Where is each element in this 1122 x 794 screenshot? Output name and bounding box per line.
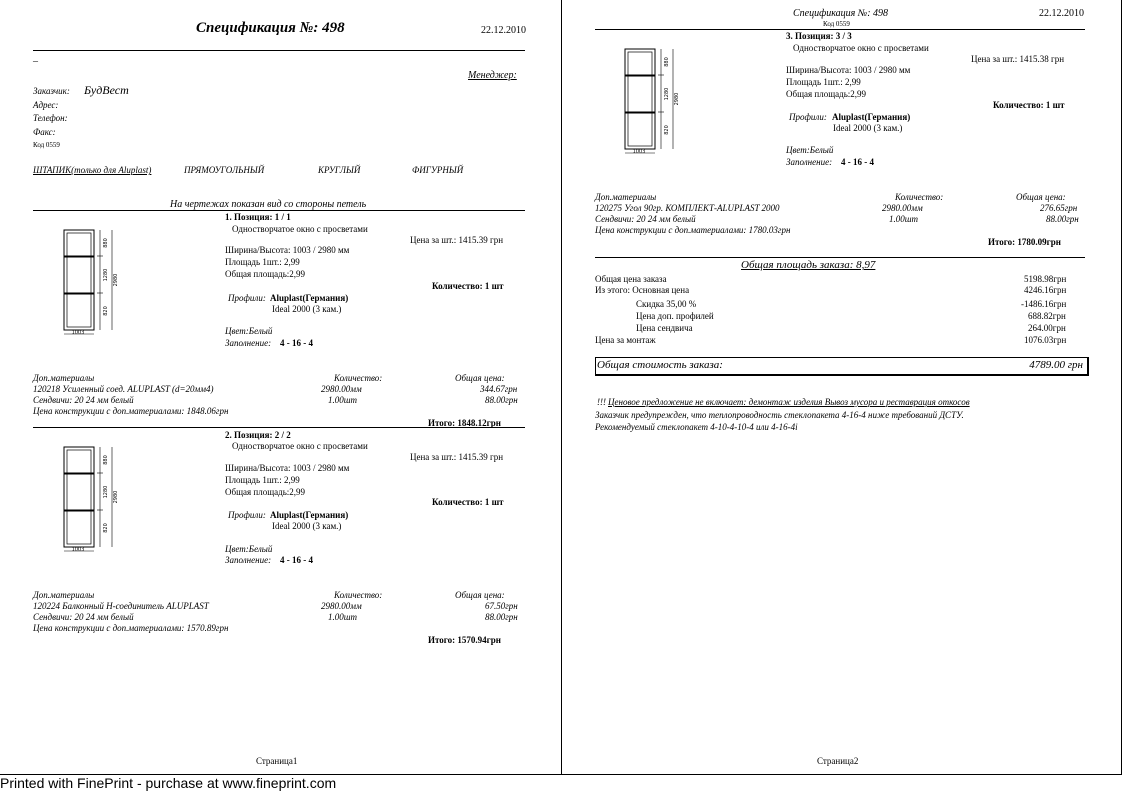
spec-date: 22.12.2010 (1039, 8, 1084, 19)
summary-label: Скидка 35,00 % (636, 299, 697, 309)
extra-row-qty: 1.00шт (328, 612, 358, 622)
extras-header-name: Доп.материалы (33, 590, 95, 600)
fineprint-footer: Printed with FinePrint - purchase at www.fineprint.com (0, 775, 337, 791)
note-3: Рекомендуемый стеклопакет 4-10-4-10-4 или 4-16-4i (595, 422, 798, 432)
position-heading: 3. Позиция: 3 / 3 (786, 31, 852, 41)
position-heading: 2. Позиция: 2 / 2 (225, 430, 291, 440)
area-total: Общая площадь:2,99 (225, 487, 306, 497)
dim-c: 820 (664, 125, 670, 135)
size: Ширина/Высота: 1003 / 2980 мм (225, 245, 350, 255)
window-drawing (621, 45, 731, 157)
customer-code: Код 0559 (33, 141, 60, 149)
note-2: Заказчик предупрежден, что теплопроводность стеклопакета 4-16-4 ниже требований ДСТУ. (595, 410, 964, 420)
extra-row-name: 120275 Угол 90гр. КОМПЛЕКТ-ALUPLAST 2000 (595, 203, 780, 213)
grand-total-label: Общая стоимость заказа: (597, 359, 723, 371)
summary-value: 4246.16грн (1024, 285, 1067, 295)
customer-code: Код 0559 (823, 20, 850, 28)
manager-label: Менеджер: (468, 70, 517, 81)
construction-price: Цена конструкции с доп.материалами: 1848.06грн (33, 406, 229, 416)
profile-system: Ideal 2000 (3 кам.) (272, 521, 342, 531)
extra-row-total: 344.67грн (480, 384, 518, 394)
summary-value: 5198.98грн (1024, 274, 1067, 284)
dim-b: 1280 (664, 87, 670, 101)
extras-header-total: Общая цена: (455, 373, 505, 383)
dim-h: 2980 (113, 490, 119, 504)
profile-system: Ideal 2000 (3 кам.) (272, 304, 342, 314)
color: Цвет:Белый (225, 544, 273, 554)
extra-row-total: 88.00грн (485, 395, 518, 405)
area-one: Площадь 1шт.: 2,99 (225, 475, 300, 485)
position-heading: 1. Позиция: 1 / 1 (225, 212, 291, 222)
summary-label: Цена за монтаж (595, 335, 656, 345)
area-one: Площадь 1шт.: 2,99 (225, 257, 300, 267)
fill-value: 4 - 16 - 4 (280, 338, 313, 348)
color: Цвет:Белый (786, 145, 834, 155)
extras-header-name: Доп.материалы (595, 192, 657, 202)
position-total: Итого: 1848.12грн (428, 418, 501, 428)
unit-price: Цена за шт.: 1415.39 грн (410, 452, 504, 462)
spec-title: Спецификация №: 498 (196, 20, 345, 36)
fill-value: 4 - 16 - 4 (280, 555, 313, 565)
dim-b: 1280 (103, 485, 109, 499)
shape-rect: ПРЯМОУГОЛЬНЫЙ (184, 165, 265, 175)
extra-row-qty: 1.00шт (328, 395, 358, 405)
dim-c: 820 (103, 523, 109, 533)
area-total: Общая площадь:2,99 (786, 89, 867, 99)
fill-label: Заполнение: (225, 338, 272, 348)
position-desc: Одностворчатое окно с просветами (793, 43, 929, 53)
dim-a: 880 (103, 455, 109, 465)
page-label: Страница1 (256, 756, 298, 766)
extra-row-qty: 2980.00мм (321, 601, 362, 611)
dim-b: 1280 (103, 268, 109, 282)
customer-value: БудВест (84, 83, 129, 97)
extra-row-total: 88.00грн (485, 612, 518, 622)
window-drawing (60, 226, 170, 338)
construction-price: Цена конструкции с доп.материалами: 1570.89грн (33, 623, 229, 633)
window-drawing (60, 443, 170, 555)
grand-total-box (595, 357, 1089, 376)
extra-row-qty: 2980.00мм (321, 384, 362, 394)
size: Ширина/Высота: 1003 / 2980 мм (786, 65, 911, 75)
extras-header-total: Общая цена: (455, 590, 505, 600)
dim-w: 1003 (632, 149, 646, 155)
dim-a: 880 (103, 238, 109, 248)
extras-header-name: Доп.материалы (33, 373, 95, 383)
quantity: Количество: 1 шт (432, 281, 504, 291)
unit-price: Цена за шт.: 1415.38 грн (971, 54, 1065, 64)
dim-w: 1003 (71, 330, 85, 336)
extra-row-name: Сендвичи: 20 24 мм белый (33, 395, 134, 405)
extra-row-name: 120224 Балконный Н-соединитель ALUPLAST (33, 601, 209, 611)
fill-label: Заполнение: (786, 157, 833, 167)
view-note: На чертежах показан вид со стороны петель (170, 199, 367, 210)
fill-label: Заполнение: (225, 555, 272, 565)
position-total: Итого: 1570.94грн (428, 635, 501, 645)
summary-label: Цена сендвича (636, 323, 693, 333)
shape-round: КРУГЛЫЙ (318, 165, 361, 175)
position-total: Итого: 1780.09грн (988, 237, 1061, 247)
dash: – (33, 56, 38, 67)
dim-h: 2980 (113, 273, 119, 287)
summary-value: 688.82грн (1028, 311, 1066, 321)
profile-system: Ideal 2000 (3 кам.) (833, 123, 903, 133)
extras-header-qty: Количество: (895, 192, 944, 202)
extra-row-qty: 1.00шт (889, 214, 919, 224)
dim-a: 880 (664, 57, 670, 67)
position-desc: Одностворчатое окно с просветами (232, 441, 368, 451)
note-1: Ценовое предложение не включает: демонтаж изделия Вывоз мусора и реставрация откосов (608, 397, 970, 407)
color: Цвет:Белый (225, 326, 273, 336)
customer-label: Заказчик: (33, 86, 70, 96)
extra-row-total: 67.50грн (485, 601, 518, 611)
fax-label: Факс: (33, 127, 56, 137)
phone-label: Телефон: (33, 113, 68, 123)
area-one: Площадь 1шт.: 2,99 (786, 77, 861, 87)
position-desc: Одностворчатое окно с просветами (232, 224, 368, 234)
spec-date: 22.12.2010 (481, 25, 526, 36)
extras-header-qty: Количество: (334, 373, 383, 383)
construction-price: Цена конструкции с доп.материалами: 1780.03грн (595, 225, 791, 235)
page-1 (0, 0, 561, 774)
spec-title: Спецификация №: 498 (793, 8, 889, 19)
summary-label: Цена доп. профилей (636, 311, 714, 321)
note-prefix: !!! (597, 397, 606, 407)
shape-shtapik: ШТАПИК(только для Aluplast) (33, 165, 152, 175)
extra-row-name: 120218 Усиленный соед. ALUPLAST (d=20мм4) (33, 384, 214, 394)
unit-price: Цена за шт.: 1415.39 грн (410, 235, 504, 245)
profile-label: Профили: (228, 510, 266, 520)
shape-figured: ФИГУРНЫЙ (412, 165, 464, 175)
page-2 (562, 0, 1122, 774)
profile-value: Aluplast(Германия) (832, 112, 911, 122)
quantity: Количество: 1 шт (432, 497, 504, 507)
summary-label: Из этого: Основная цена (595, 285, 690, 295)
extra-row-name: Сендвичи: 20 24 мм белый (595, 214, 696, 224)
summary-value: 1076.03грн (1024, 335, 1067, 345)
profile-label: Профили: (789, 112, 827, 122)
size: Ширина/Высота: 1003 / 2980 мм (225, 463, 350, 473)
dim-w: 1003 (71, 547, 85, 553)
fill-value: 4 - 16 - 4 (841, 157, 874, 167)
summary-value: 264.00грн (1028, 323, 1066, 333)
dim-c: 820 (103, 306, 109, 316)
total-area: Общая площадь заказа: 8,97 (741, 259, 876, 271)
extra-row-name: Сендвичи: 20 24 мм белый (33, 612, 134, 622)
grand-total-value: 4789.00 грн (1029, 359, 1083, 371)
extra-row-qty: 2980.00мм (882, 203, 923, 213)
profile-label: Профили: (228, 293, 266, 303)
profile-value: Aluplast(Германия) (270, 293, 349, 303)
area-total: Общая площадь:2,99 (225, 269, 306, 279)
extra-row-total: 276.65грн (1040, 203, 1078, 213)
quantity: Количество: 1 шт (993, 100, 1065, 110)
profile-value: Aluplast(Германия) (270, 510, 349, 520)
page-label: Страница2 (817, 756, 859, 766)
extra-row-total: 88.00грн (1046, 214, 1079, 224)
extras-header-total: Общая цена: (1016, 192, 1066, 202)
summary-label: Общая цена заказа (595, 274, 667, 284)
address-label: Адрес: (33, 100, 59, 110)
summary-value: -1486.16грн (1021, 299, 1067, 309)
dim-h: 2980 (674, 92, 680, 106)
extras-header-qty: Количество: (334, 590, 383, 600)
